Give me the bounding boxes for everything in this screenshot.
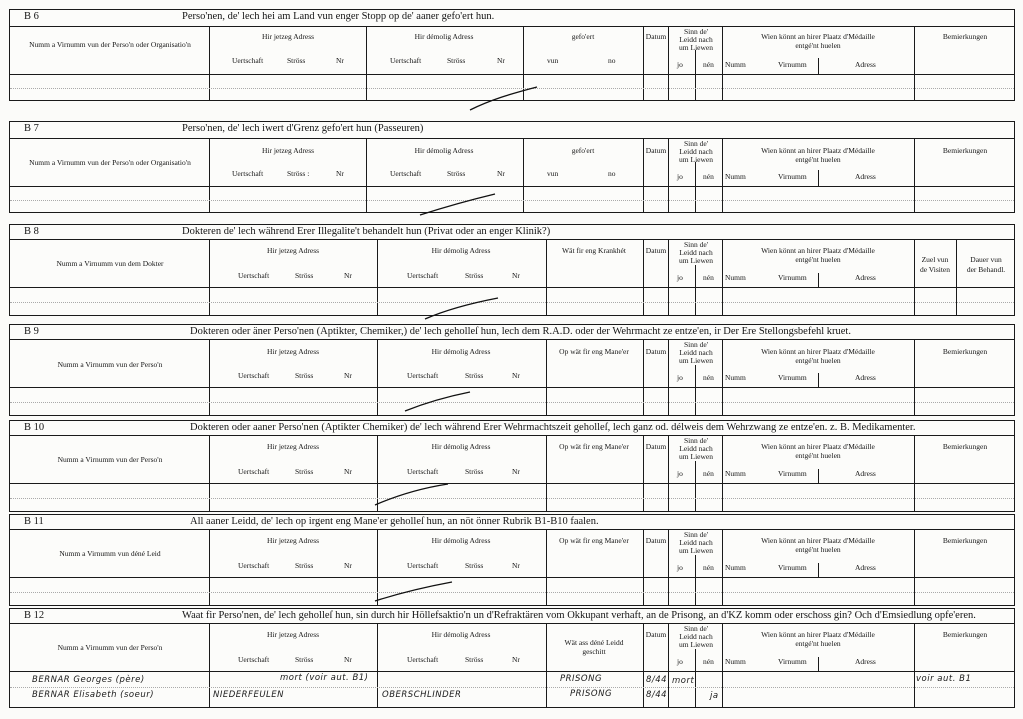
current-address-header: Hir jetzeg Adress: [266, 630, 320, 639]
former-address-header: Hir démolig Adress: [431, 630, 491, 639]
section-b9: B 9 Dokteren oder äner Perso'nen (Aptikter, Chemiker,) de' lech geholleſ hun, lech dem R.A.D. oder der Wehrmacht ze entze'en, ir Der Ere Stellongsbefehl kruet. Numm a Virnumm vun der Perso'n Hir jetzeg Adress Uertschaft Ströss Nr Hir démolig Adress Uertschaft Ströss Nr Op wät fir eng Mane'er Datum Sinn de' Leidd nach um Liewen jo nén Wien könnt an hirer Plaatz d'Médaille entgé'nt huelen Numm Virnumm Adress Bemierkungen: [9, 324, 1015, 416]
former-address-header: Hir démolig Adress: [414, 146, 474, 155]
date-header: Datum: [645, 246, 667, 255]
section-code: B 7: [24, 123, 39, 134]
section-title: Dokteren oder aaner Perso'nen (Aptikter Chemiker) de' lech während Erer Wehrmachtszeit geholleſ, lech ganz od. délweis dem Wehrzwang ze entze'en. z. B. Medikamenter.: [190, 422, 916, 433]
date-header: Datum: [645, 630, 667, 639]
cross-out-stroke: [465, 84, 545, 114]
third-column-header: Op wät fir eng Mane'er: [559, 442, 629, 451]
third-column-header: Op wät fir eng Mane'er: [559, 536, 629, 545]
section-b12: B 12 Waat fir Perso'nen, de' lech geholleſ hun, sin durch hir Höllefsaktio'n un d'Refraktären vom Okkupant verhaft, an de Prisong, an d'KZ komm oder erschoss gin? Och d'Emsiedlung opfe'eren. Numm a Virnumm vun der Perso'n Hir jetzeg Adress Uertschaft Ströss Nr Hir démolig Adress Uertschaft Ströss Nr Wät ass déné Leidd geschitt Datum Sinn de' Leidd nach um Liewen jo nén Wien könnt an hirer Plaatz d'Médaille entgé'nt huelen Numm Virnumm Adress Bemierkungen BERNAR Georges (père) mort (voir aut. B1) PRISONG 8/44 mort voir aut. B1 BERNAR Elisabeth (soeur) NIEDERFEULEN OBERSCHLINDER PRISONG 8/44 ja: [9, 608, 1015, 708]
cross-out-stroke: [415, 190, 505, 220]
former-address-header: Hir démolig Adress: [431, 442, 491, 451]
former-address-header: Hir démolig Adress: [414, 32, 474, 41]
section-code: B 10: [24, 422, 45, 433]
remarks-header: Bemierkungen: [942, 630, 988, 639]
former-address-header: Hir démolig Adress: [431, 536, 491, 545]
remarks-header: Bemierkungen: [942, 32, 988, 41]
third-column-header: Wät fir eng Krankhét: [562, 246, 626, 255]
handwritten-place-row2: NIEDERFEULEN: [213, 690, 285, 700]
name-header: Numm a Virnumm vun der Perso'n: [57, 455, 163, 464]
section-title: Dokteren de' lech während Erer Illegalite't behandelt hun (Privat oder an enger Klinik?): [182, 226, 551, 237]
date-header: Datum: [645, 536, 667, 545]
third-column-header: Op wät fir eng Mane'er: [559, 347, 629, 356]
handwritten-name-row1: BERNAR Georges (père): [32, 675, 145, 685]
section-b8: B 8 Dokteren de' lech während Erer Illegalite't behandelt hun (Privat oder an enger Klinik?) Numm a Virnumm vun dem Dokter Hir jetzeg Adress Uertschaft Ströss Nr Hir démolig Adress Uertschaft Ströss Nr Wät fir eng Krankhét Datum Sinn de' Leidd nach um Liewen jo nén Wien könnt an hirer Plaatz d'Médaille entgé'nt huelen Numm Virnumm Adress Zuel vun de Visiten Dauer vun der Behandl.: [9, 224, 1015, 316]
handwritten-fate-row1: PRISONG: [560, 674, 603, 684]
date-header: Datum: [645, 146, 667, 155]
current-address-header: Hir jetzeg Adress: [266, 246, 320, 255]
date-header: Datum: [645, 347, 667, 356]
name-header: Numm a Virnumm vun der Perso'n: [57, 643, 163, 652]
handwritten-name-row2: BERNAR Elisabeth (soeur): [32, 690, 155, 700]
visits-header: Zuel vun: [921, 255, 949, 264]
current-address-header: Hir jetzeg Adress: [261, 146, 315, 155]
section-code: B 6: [24, 11, 39, 22]
name-header: Numm a Virnumm vun der Perso'n oder Organisatio'n: [29, 40, 191, 49]
name-header: Numm a Virnumm vun dem Dokter: [56, 259, 164, 268]
remarks-header: Bemierkungen: [942, 347, 988, 356]
current-address-header: Hir jetzeg Adress: [266, 347, 320, 356]
remarks-header: Bemierkungen: [942, 146, 988, 155]
remarks-header: Bemierkungen: [942, 536, 988, 545]
cross-out-stroke: [370, 481, 455, 511]
former-address-header: Hir démolig Adress: [431, 246, 491, 255]
section-title: Perso'nen, de' lech hei am Land vun enger Stopp op de' aaner gefo'ert hun.: [182, 11, 495, 22]
date-header: Datum: [645, 32, 667, 41]
section-code: B 11: [24, 516, 44, 527]
former-address-header: Hir démolig Adress: [431, 347, 491, 356]
current-address-header: Hir jetzeg Adress: [261, 32, 315, 41]
handwritten-status-row1: mort (voir aut. B1): [280, 673, 369, 683]
section-code: B 12: [24, 610, 45, 621]
section-code: B 9: [24, 326, 39, 337]
section-b7: B 7 Perso'nen, de' lech iwert d'Grenz gefo'ert hun (Passeuren) Numm a Virnumm vun der Perso'n oder Organisatio'n Hir jetzeg Adress Uertschaft Ströss : Nr Hir démolig Adress Uertschaft Ströss Nr gefo'ert vun no Datum Sinn de' Leidd nach um Liewen jo nén Wien könnt an hirer Plaatz d'Médaille entgé'nt huelen Numm Virnumm Adress Bemierkungen: [9, 121, 1015, 213]
date-header: Datum: [645, 442, 667, 451]
remarks-header: Bemierkungen: [942, 442, 988, 451]
treatment-duration-header: Dauer vun: [970, 255, 1002, 264]
section-title: Dokteren oder äner Perso'nen (Aptikter, Chemiker,) de' lech geholleſ hun, lech dem R.A.D. oder der Wehrmacht ze entze'en, ir Der Ere Stellongsbefehl kruet.: [190, 326, 851, 337]
handwritten-date-row2: 8/44: [646, 690, 668, 700]
current-address-header: Hir jetzeg Adress: [266, 442, 320, 451]
cross-out-stroke: [420, 295, 505, 325]
name-header: Numm a Virnumm vun der Perso'n oder Organisatio'n: [29, 158, 191, 167]
section-title: Perso'nen, de' lech iwert d'Grenz gefo'ert hun (Passeuren): [182, 123, 424, 134]
section-b6: B 6 Perso'nen, de' lech hei am Land vun enger Stopp op de' aaner gefo'ert hun. Numm a Virnumm vun der Perso'n oder Organisatio'n Hir jetzeg Adress Uertschaft Ströss Nr Hir démolig Adress Uertschaft Ströss Nr gefo'ert vun no Datum Sinn de' Leidd nach um Liewen jo nén Wien könnt an hirer Plaatz d'Médaille entgé'nt huelen Numm Virnumm Adress Bemierkungen: [9, 9, 1015, 101]
third-column-header: gefo'ert: [571, 146, 595, 155]
handwritten-died-row1: mort: [672, 676, 695, 686]
section-code: B 8: [24, 226, 39, 237]
handwritten-died-row2: ja: [710, 691, 719, 701]
third-column-header: gefo'ert: [571, 32, 595, 41]
name-header: Numm a Virnumm vun déné Leid: [59, 549, 161, 558]
cross-out-stroke: [370, 579, 460, 607]
third-column-header: Wät ass déné Leidd: [564, 638, 624, 647]
section-b10: B 10 Dokteren oder aaner Perso'nen (Aptikter Chemiker) de' lech während Erer Wehrmachtszeit geholleſ, lech ganz od. délweis dem Wehrzwang ze entze'en. z. B. Medikamenter. Numm a Virnumm vun der Perso'n Hir jetzeg Adress Uertschaft Ströss Nr Hir démolig Adress Uertschaft Ströss Nr Op wät fir eng Mane'er Datum Sinn de' Leidd nach um Liewen jo nén Wien könnt an hirer Plaatz d'Médaille entgé'nt huelen Numm Virnumm Adress Bemierkungen: [9, 420, 1015, 512]
current-address-header: Hir jetzeg Adress: [266, 536, 320, 545]
handwritten-date-row1: 8/44: [646, 675, 668, 685]
cross-out-stroke: [400, 389, 480, 417]
name-header: Numm a Virnumm vun der Perso'n: [57, 360, 163, 369]
handwritten-former-place-row2: OBERSCHLINDER: [382, 690, 462, 700]
handwritten-fate-row2: PRISONG: [570, 689, 613, 699]
handwritten-remarks-row1: voir aut. B1: [916, 674, 972, 684]
section-title: All aaner Leidd, de' lech op irgent eng Mane'er geholleſ hun, an nöt önner Rubrik B1-B10 faalen.: [190, 516, 599, 527]
section-b11: B 11 All aaner Leidd, de' lech op irgent eng Mane'er geholleſ hun, an nöt önner Rubrik B1-B10 faalen. Numm a Virnumm vun déné Leid Hir jetzeg Adress Uertschaft Ströss Nr Hir démolig Adress Uertschaft Ströss Nr Op wät fir eng Mane'er Datum Sinn de' Leidd nach um Liewen jo nén Wien könnt an hirer Plaatz d'Médaille entgé'nt huelen Numm Virnumm Adress Bemierkungen: [9, 514, 1015, 606]
section-title: Waat fir Perso'nen, de' lech geholleſ hun, sin durch hir Höllefsaktio'n un d'Refraktären vom Okkupant verhaft, an de Prisong, an d'KZ komm oder erschoss gin? Och d'Emsiedlung opfe'eren.: [182, 610, 976, 621]
